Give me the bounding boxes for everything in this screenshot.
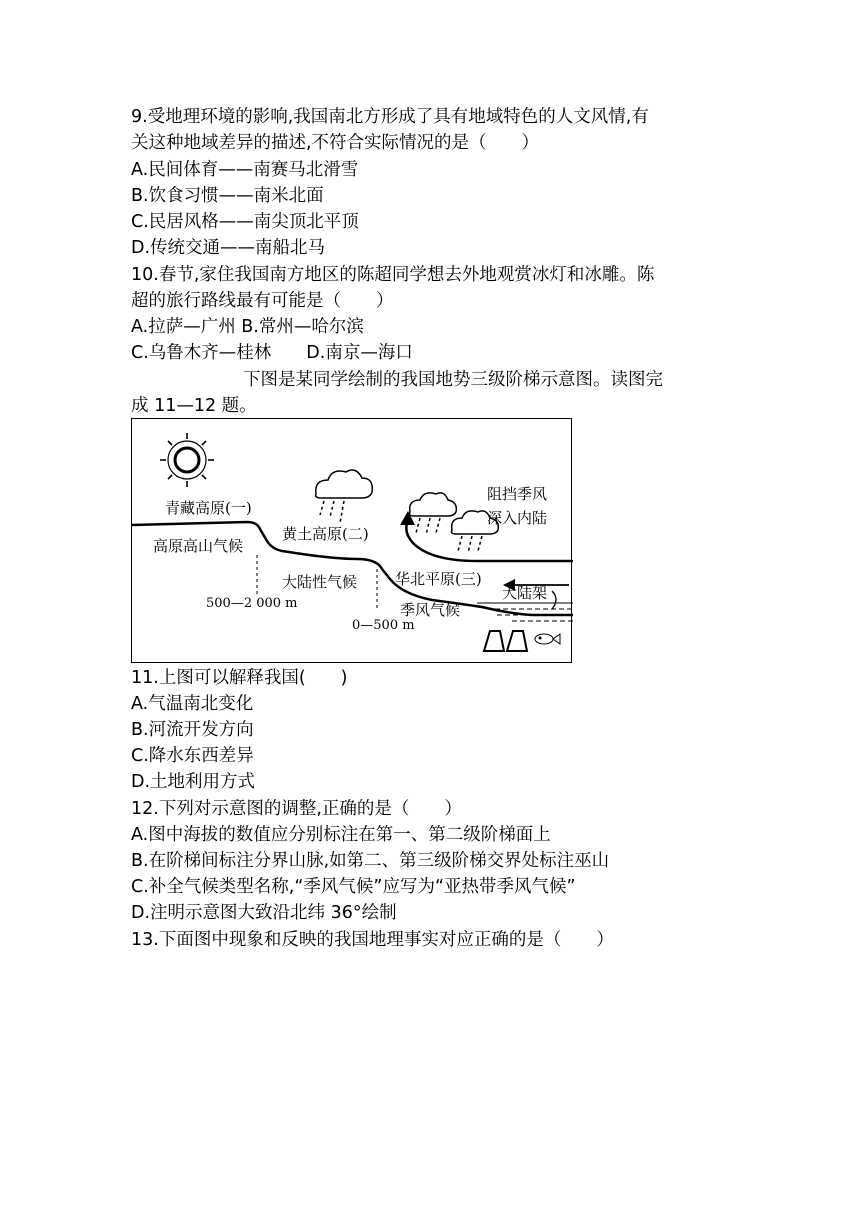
rain-clouds-east-icon [410, 493, 499, 553]
label-qinghai-tibet: 青藏高原(一) [165, 499, 252, 517]
q11-option-a: A.气温南北变化 [131, 694, 254, 714]
sun-icon [160, 433, 214, 487]
q9-option-c: C.民居风格——南尖顶北平顶 [131, 212, 359, 232]
q10-options-cd: C.乌鲁木齐—桂林 D.南京—海口 [131, 343, 413, 363]
label-altitude-1: 500—2 000 m [206, 596, 298, 611]
q12-option-c: C.补全气候类型名称,“季风气候”应写为“亚热带季风气候” [131, 877, 576, 897]
q10-stem-line2: 超的旅行路线最有可能是（ ） [131, 291, 394, 311]
label-highland-climate: 高原高山气候 [153, 537, 244, 555]
label-continental-shelf: 大陆架 [502, 584, 548, 602]
label-altitude-2: 0—500 m [352, 618, 415, 633]
label-block-monsoon-2: 深入内陆 [487, 509, 548, 527]
q10-stem-line1: 10.春节,家住我国南方地区的陈超同学想去外地观赏冰灯和冰雕。陈 [131, 265, 655, 285]
figure-intro-line1: 下图是某同学绘制的我国地势三级阶梯示意图。读图完 [243, 370, 663, 390]
label-north-china-plain: 华北平原(三) [395, 570, 482, 588]
q12-stem: 12.下列对示意图的调整,正确的是（ ） [131, 799, 462, 819]
q10-options-ab: A.拉萨—广州 B.常州—哈尔滨 [131, 317, 364, 337]
q12-option-a: A.图中海拔的数值应分别标注在第一、第二级阶梯面上 [131, 825, 551, 845]
q9-option-d: D.传统交通——南船北马 [131, 238, 326, 258]
fish-icon [535, 634, 560, 644]
q9-stem-line2: 关这种地域差异的描述,不符合实际情况的是（ ） [131, 133, 540, 153]
building-icons [484, 631, 527, 651]
q9-stem-line1: 9.受地理环境的影响,我国南北方形成了具有地域特色的人文风情,有 [131, 107, 649, 127]
terrain-steps-svg [132, 419, 573, 664]
q12-option-d: D.注明示意图大致沿北纬 36°绘制 [131, 903, 397, 923]
figure-intro-line2: 成 11—12 题。 [131, 396, 257, 416]
q11-option-c: C.降水东西差异 [131, 746, 254, 766]
shelf-arc-line [552, 591, 556, 609]
q9-option-b: B.饮食习惯——南米北面 [131, 186, 324, 206]
terrain-steps-figure [131, 418, 572, 663]
sea-hatch [477, 603, 573, 621]
label-loess-plateau: 黄土高原(二) [282, 525, 369, 543]
label-monsoon-climate: 季风气候 [400, 601, 461, 619]
label-block-monsoon-1: 阻挡季风 [487, 485, 548, 503]
q11-stem: 11.上图可以解释我国( ) [131, 668, 348, 688]
label-continental-climate: 大陆性气候 [282, 573, 358, 591]
q13-stem: 13.下面图中现象和反映的我国地理事实对应正确的是（ ） [131, 930, 614, 950]
q11-option-d: D.土地利用方式 [131, 772, 256, 792]
q9-option-a: A.民间体育——南赛马北滑雪 [131, 160, 359, 180]
q12-option-b: B.在阶梯间标注分界山脉,如第二、第三级阶梯交界处标注巫山 [131, 851, 610, 871]
rain-cloud-icon [316, 470, 373, 523]
q11-option-b: B.河流开发方向 [131, 720, 254, 740]
